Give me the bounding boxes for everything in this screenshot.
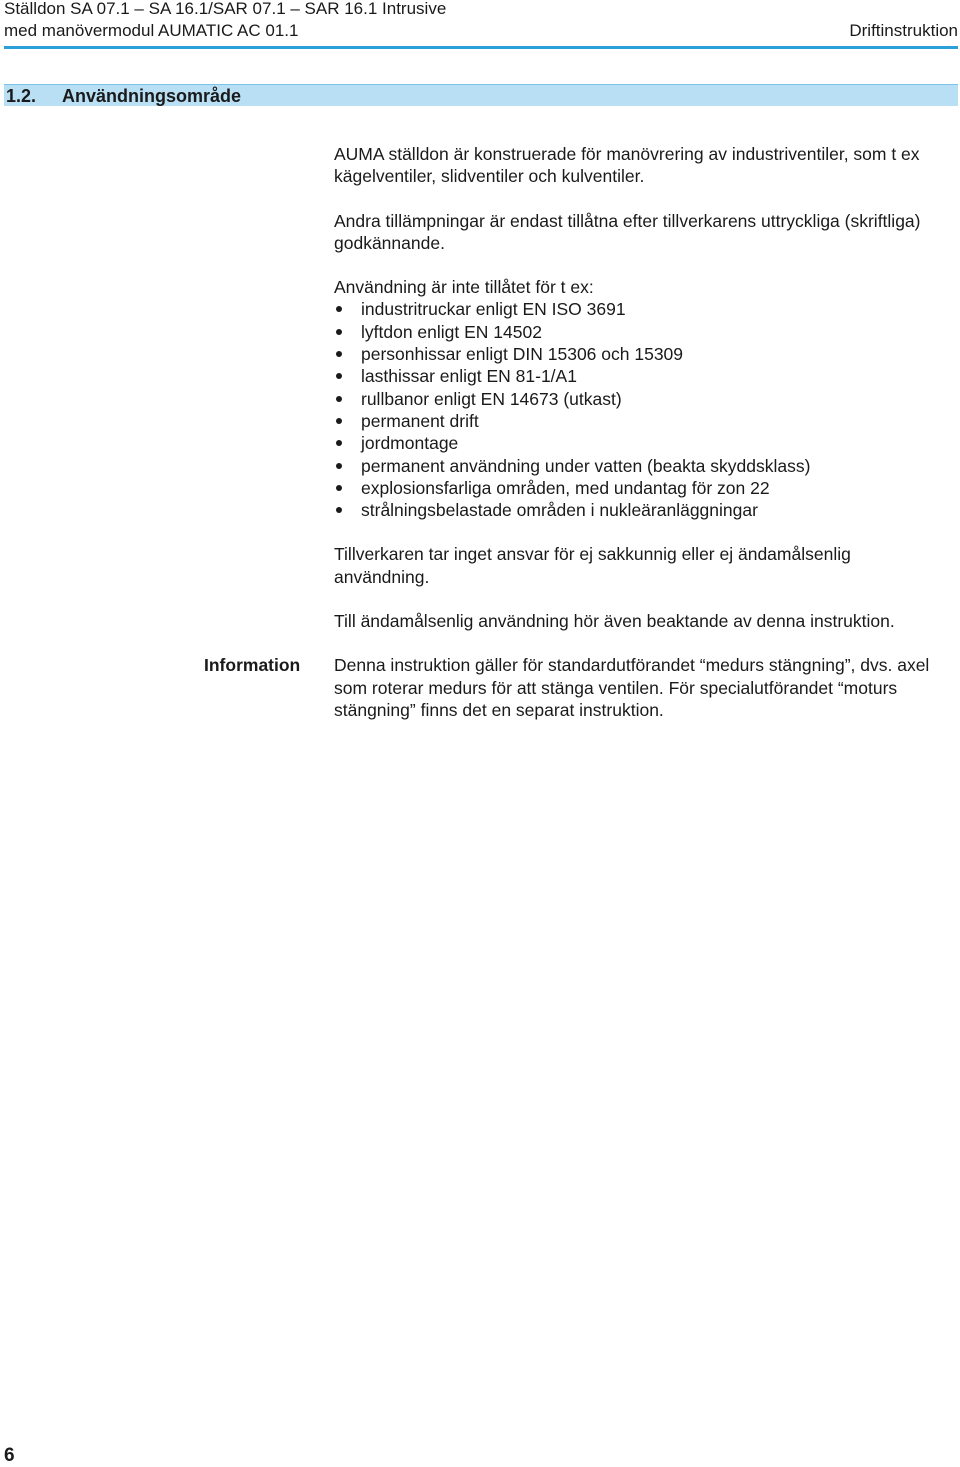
list-item-text: jordmontage [361, 433, 459, 454]
paragraph-liability: Tillverkaren tar inget ansvar för ej sakkunnig eller ej ändamålsenlig användning. [334, 544, 851, 587]
list-item [334, 499, 950, 521]
bullet-icon [336, 373, 342, 379]
information-text: Denna instruktion gäller för standardutförandet “medurs stängning”, dvs. axel som roterar medurs för att stänga ventilen. För specialutförandet “moturs stängning” finns det en separat instruktion. [334, 655, 930, 720]
list-item [334, 365, 950, 387]
list-item-text: strålningsbelastade områden i nukleäranläggningar [361, 500, 758, 521]
list-item-text: personhissar enligt DIN 15306 och 15309 [361, 344, 684, 365]
list-item [334, 343, 950, 365]
document-title [4, 0, 446, 42]
information-label: Information [204, 655, 301, 675]
bullet-icon [336, 418, 342, 424]
document-type: Driftinstruktion [849, 21, 958, 40]
section-number: 1.2. [6, 86, 37, 106]
bullet-icon [336, 306, 342, 312]
list-item-text: permanent drift [361, 410, 479, 431]
document-title-line2: med manövermodul AUMATIC AC 01.1 [4, 21, 299, 40]
page-number: 6 [4, 1445, 15, 1466]
bullet-icon [336, 485, 342, 491]
prohibited-uses-list [334, 298, 950, 521]
paragraph-intended-use: AUMA ställdon är konstruerade för manövrering av industriventiler, som t ex kägelventiler, slidventiler och kulventiler. [334, 144, 920, 187]
list-intro: Användning är inte tillåtet för t ex: [334, 277, 594, 298]
list-item [334, 298, 950, 320]
list-item-text: lyftdon enligt EN 14502 [361, 321, 542, 342]
list-item-text: permanent användning under vatten (beakta skyddsklass) [361, 455, 811, 476]
list-item [334, 321, 950, 343]
list-item-text: explosionsfarliga områden, med undantag för zon 22 [361, 477, 770, 498]
main-content [334, 143, 950, 743]
list-item [334, 455, 950, 477]
paragraph-other-applications: Andra tillämpningar är endast tillåtna efter tillverkarens uttryckliga (skriftliga) godkännande. [334, 210, 921, 253]
list-item-text: rullbanor enligt EN 14673 (utkast) [361, 388, 622, 409]
paragraph-instruction-compliance: Till ändamålsenlig användning hör även beaktande av denna instruktion. [334, 611, 895, 632]
bullet-icon [336, 396, 342, 402]
list-item [334, 388, 950, 410]
list-item-text: industritruckar enligt EN ISO 3691 [361, 299, 626, 320]
list-item-text: lasthissar enligt EN 81-1/A1 [361, 366, 577, 387]
page-header [4, 0, 958, 49]
document-title-line1: Ställdon SA 07.1 – SA 16.1/SAR 07.1 – SAR 16.1 Intrusive [4, 0, 447, 18]
list-item [334, 477, 950, 499]
bullet-icon [336, 351, 342, 357]
list-item [334, 432, 950, 454]
bullet-icon [336, 507, 342, 513]
bullet-icon [336, 440, 342, 446]
prohibited-uses-block [334, 276, 950, 521]
bullet-icon [336, 463, 342, 469]
bullet-icon [336, 329, 342, 335]
section-title: Användningsområde [62, 86, 242, 106]
list-item [334, 410, 950, 432]
section-heading-bar [4, 84, 958, 106]
